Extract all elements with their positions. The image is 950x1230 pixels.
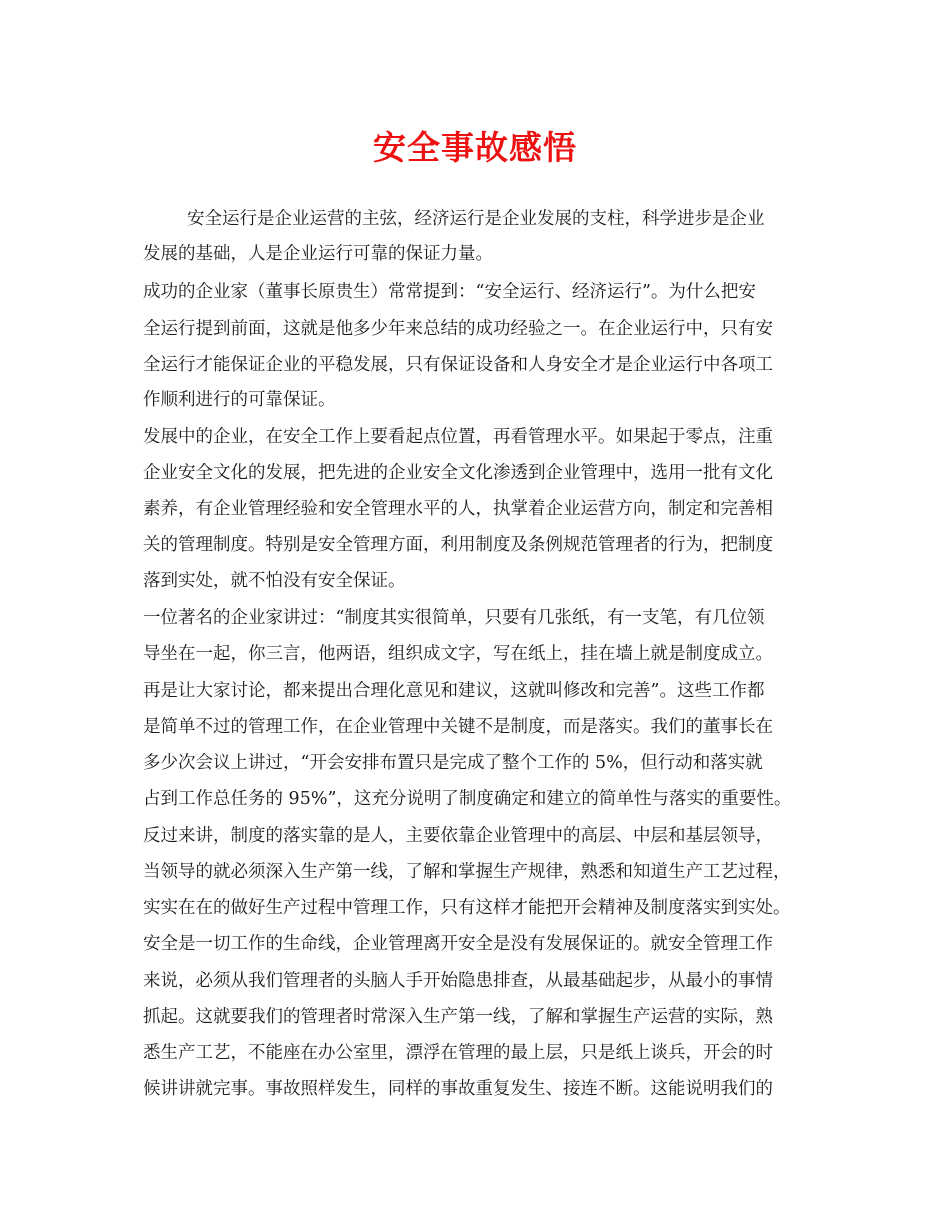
body-line: 一位著名的企业家讲过：“制度其实很简单，只要有几张纸，有一支笔，有几位领: [143, 608, 765, 628]
body-line: 落到实处，就不怕没有安全保证。: [143, 571, 406, 591]
body-line: 关的管理制度。特别是安全管理方面，利用制度及条例规范管理者的行为，把制度: [143, 535, 773, 555]
body-line: 抓起。这就要我们的管理者时常深入生产第一线，了解和掌握生产运营的实际，熟: [143, 1007, 773, 1027]
body-line: 再是让大家讨论，都来提出合理化意见和建议，这就叫修改和完善”。这些工作都: [143, 681, 765, 701]
body-line: 悉生产工艺，不能座在办公室里，漂浮在管理的最上层，只是纸上谈兵，开会的时: [143, 1043, 773, 1063]
body-line: 是简单不过的管理工作，在企业管理中关键不是制度，而是落实。我们的董事长在: [143, 717, 773, 737]
body-line: 实实在在的做好生产过程中管理工作，只有这样才能把开会精神及制度落实到实处。: [143, 898, 791, 918]
body-line: 素养，有企业管理经验和安全管理水平的人，执掌着企业运营方向，制定和完善相: [143, 499, 773, 519]
body-line: 作顺利进行的可靠保证。: [143, 390, 336, 410]
document-title: 安全事故感悟: [373, 128, 577, 167]
body-line: 成功的企业家（董事长原贵生）常常提到：“安全运行、经济运行”。为什么把安: [143, 282, 756, 302]
body-line: 多少次会议上讲过，“开会安排布置只是完成了整个工作的 5%，但行动和落实就: [143, 753, 763, 773]
body-line: 全运行提到前面，这就是他多少年来总结的成功经验之一。在企业运行中，只有安: [143, 319, 773, 339]
body-line: 发展的基础，人是企业运行可靠的保证力量。: [143, 244, 493, 264]
body-line: 来说，必须从我们管理者的头脑人手开始隐患排查，从最基础起步，从最小的事情: [143, 971, 773, 991]
body-line: 全运行才能保证企业的平稳发展，只有保证设备和人身安全才是企业运行中各项工: [143, 355, 773, 375]
body-line: 反过来讲，制度的落实靠的是人，主要依靠企业管理中的高层、中层和基层领导，: [143, 826, 773, 846]
body-line: 安全运行是企业运营的主弦，经济运行是企业发展的支柱，科学进步是企业: [187, 209, 765, 229]
body-line: 候讲讲就完事。事故照样发生，同样的事故重复发生、接连不断。这能说明我们的: [143, 1079, 773, 1099]
body-line: 安全是一切工作的生命线，企业管理离开安全是没有发展保证的。就安全管理工作: [143, 934, 773, 954]
body-line: 导坐在一起，你三言，他两语，组织成文字，写在纸上，挂在墙上就是制度成立。: [143, 644, 773, 664]
body-line: 占到工作总任务的 95%”，这充分说明了制度确定和建立的简单性与落实的重要性。: [143, 789, 792, 809]
body-line: 发展中的企业，在安全工作上要看起点位置，再看管理水平。如果起于零点，注重: [143, 427, 773, 447]
body-line: 当领导的就必须深入生产第一线，了解和掌握生产规律，熟悉和知道生产工艺过程，: [143, 862, 791, 882]
body-line: 企业安全文化的发展，把先进的企业安全文化渗透到企业管理中，选用一批有文化: [143, 463, 773, 483]
